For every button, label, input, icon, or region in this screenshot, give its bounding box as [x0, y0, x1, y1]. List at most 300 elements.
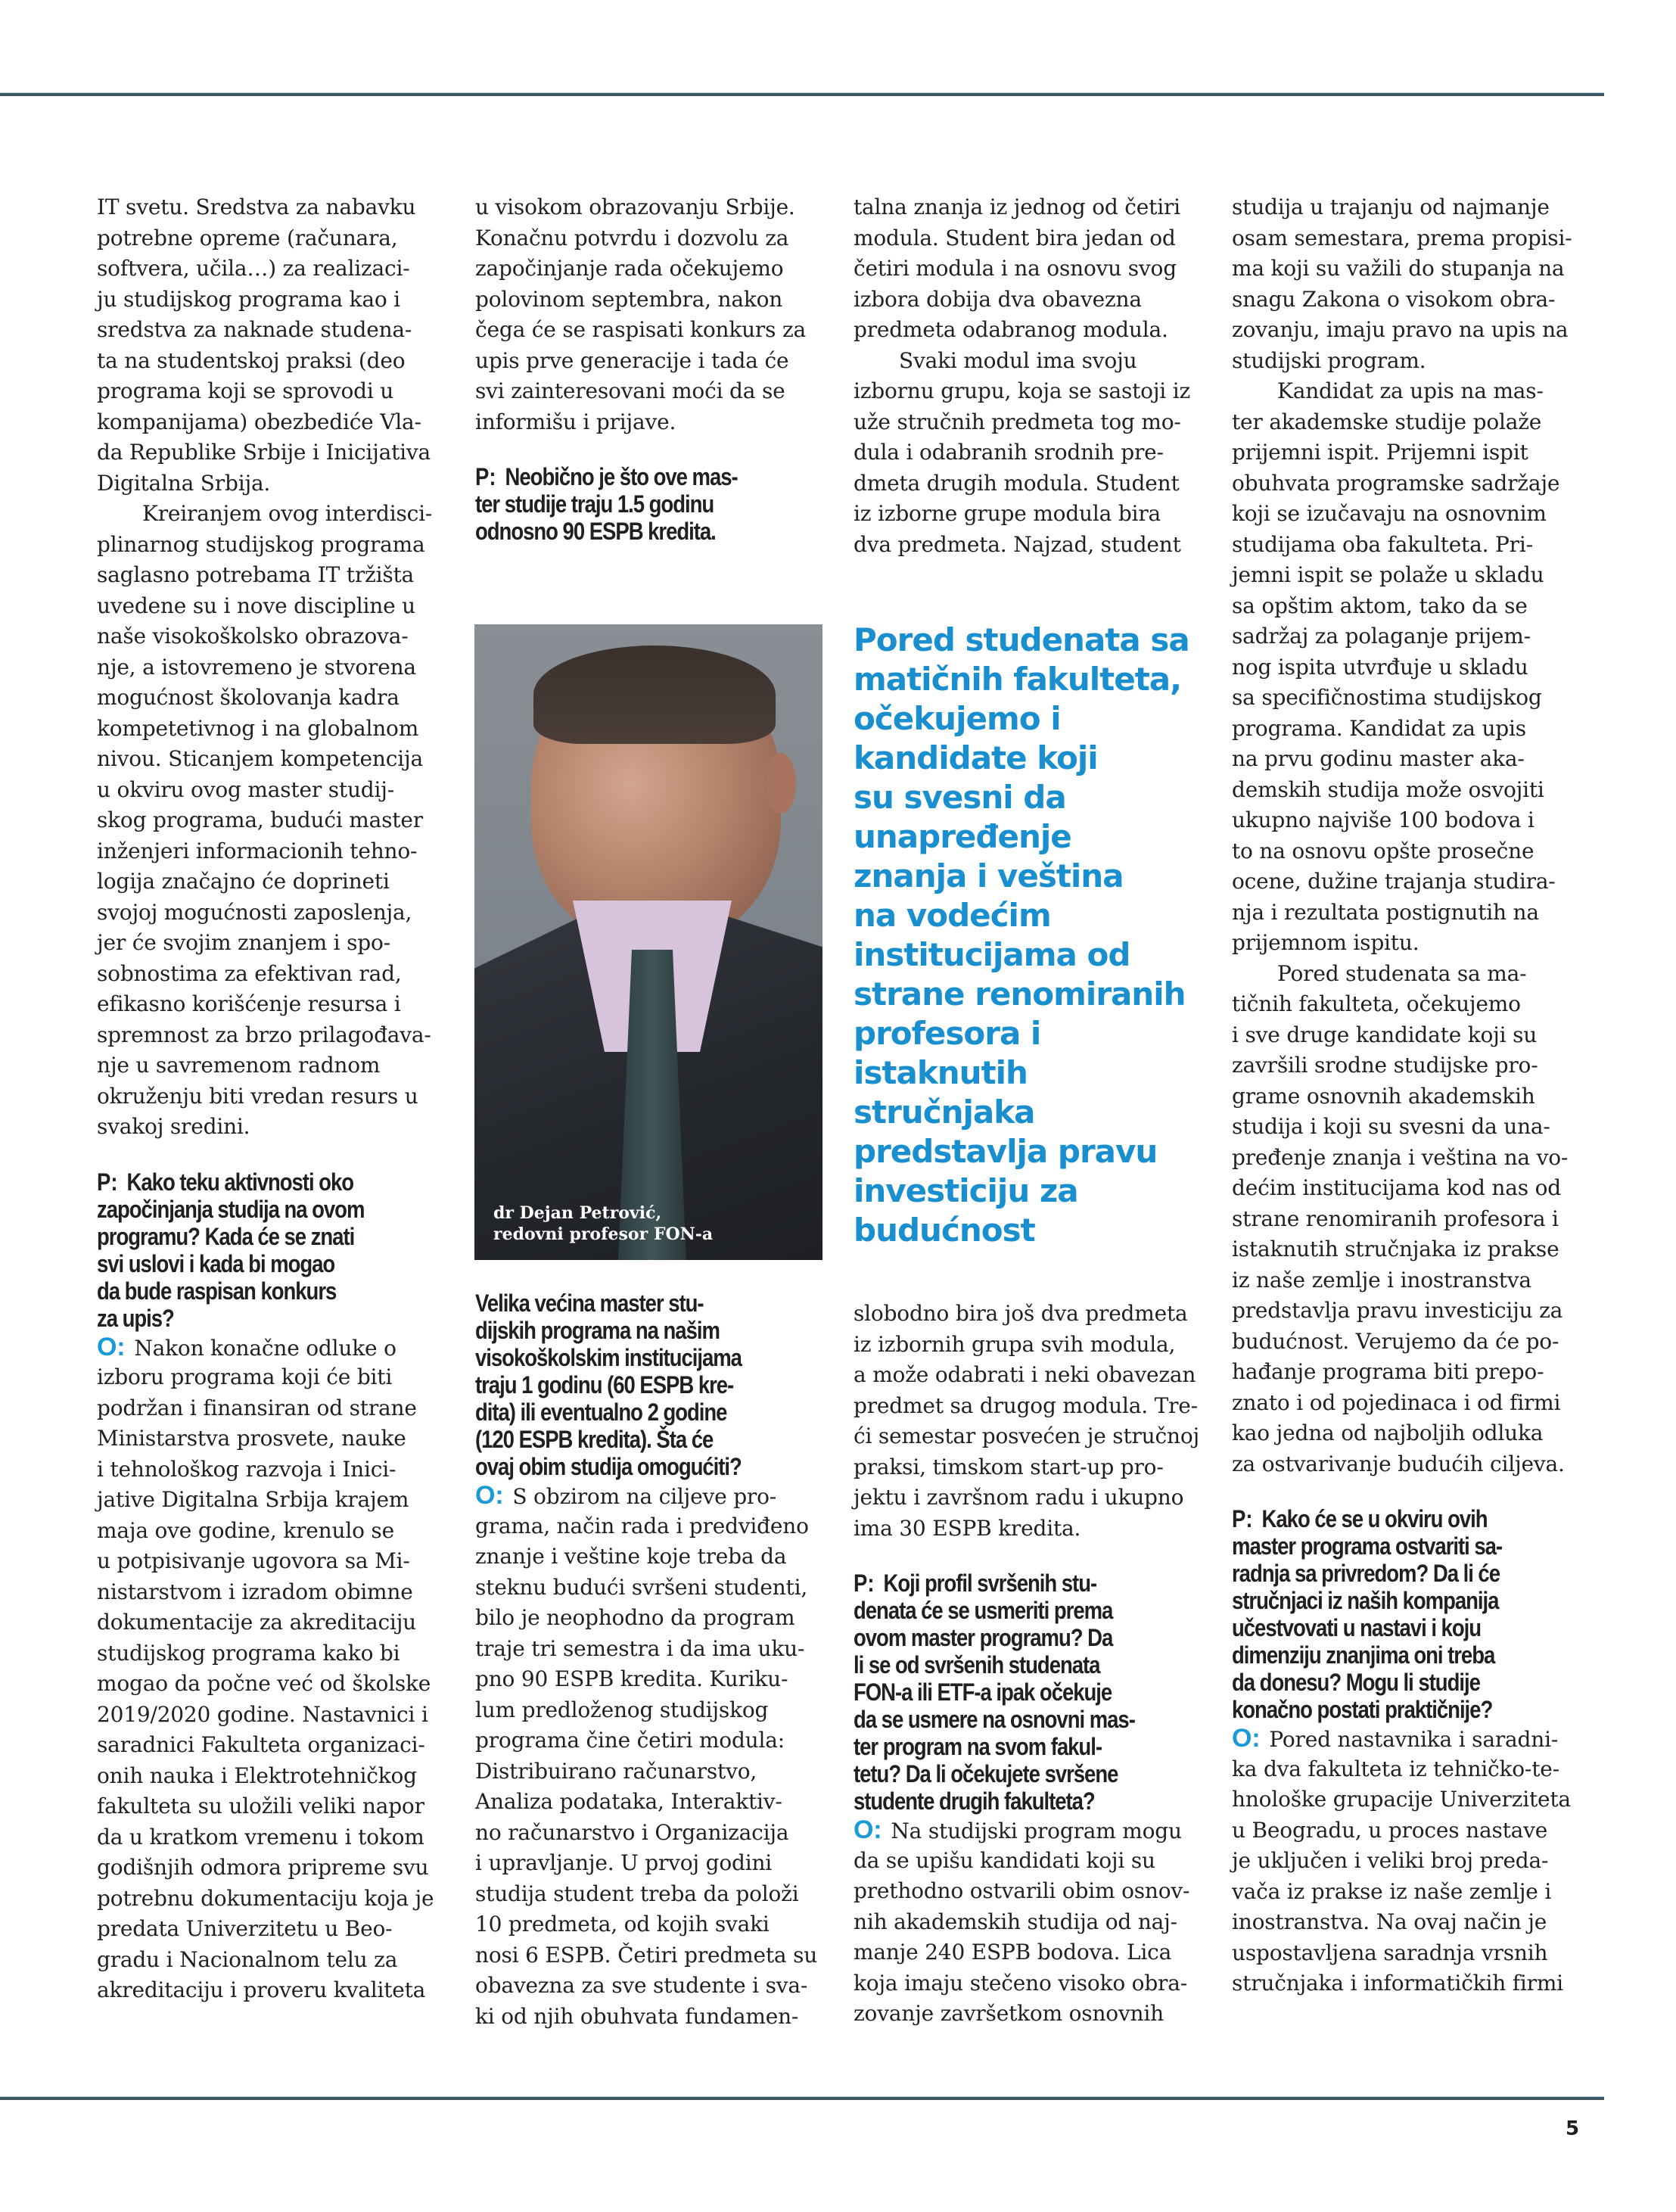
text-line — [1232, 836, 1587, 867]
question-block — [475, 1290, 831, 1480]
text-line — [1232, 1614, 1538, 1641]
line-text: pređenje znanja i veština na vo- — [1232, 1144, 1569, 1170]
line-text: Pored nastavnika i saradni- — [1269, 1727, 1559, 1752]
text-line — [475, 1848, 831, 1879]
line-text: programa koji se sprovodi u — [97, 378, 394, 403]
line-text: ovom master programu? Da — [854, 1624, 1113, 1651]
text-line — [1232, 683, 1587, 714]
text-line — [475, 1511, 831, 1542]
text-line — [854, 1171, 1209, 1211]
text-line — [1232, 805, 1587, 836]
text-line — [475, 1879, 831, 1910]
line-text: studijski program. — [1232, 347, 1426, 373]
line-text: uvedene su i nove discipline u — [97, 593, 416, 618]
line-text: sadržaj za polaganje prijem- — [1232, 624, 1531, 649]
line-text: Velika većina master stu- — [475, 1290, 704, 1317]
line-text: traju 1 godinu (60 ESPB kre- — [475, 1371, 734, 1398]
text-line — [1232, 468, 1587, 499]
line-text: skog programa, budući master — [97, 807, 423, 832]
line-text: FON-a ili ETF-a ipak očekuje — [854, 1678, 1112, 1706]
text-line — [97, 254, 452, 285]
line-text: no računarstvo i Organizacija — [475, 1819, 789, 1845]
line-text: nih akademskih studija od naj- — [854, 1909, 1177, 1934]
line-text: ter studije traju 1.5 godinu — [475, 490, 714, 518]
text-line — [475, 1398, 781, 1426]
line-text: okruženju biti vredan resurs u — [97, 1083, 418, 1109]
text-line — [475, 1909, 831, 1940]
line-text: gradu i Nacionalnom telu za — [97, 1946, 398, 1972]
text-line — [97, 1250, 403, 1277]
question-label: P: — [854, 1570, 875, 1597]
line-text: dva predmeta. Najzad, student — [854, 531, 1181, 557]
line-text: predata Univerzitetu u Beo- — [97, 1916, 393, 1941]
text-line — [97, 836, 452, 867]
text-line — [1232, 744, 1587, 775]
text-line — [475, 1603, 831, 1634]
text-line — [97, 1393, 452, 1424]
text-line — [97, 1081, 452, 1112]
text-line — [1232, 530, 1587, 561]
text-line — [1232, 1560, 1538, 1587]
line-text: Koji profil svršenih stu- — [883, 1570, 1097, 1597]
text-line — [97, 1669, 452, 1700]
line-text: dećim institucijama kod nas od — [1232, 1175, 1562, 1200]
text-line — [854, 1907, 1209, 1938]
line-text: 2019/2020 godine. Nastavnici i — [97, 1701, 428, 1727]
text-line — [1232, 1754, 1587, 1785]
text-line — [475, 1787, 831, 1818]
line-text: da u kratkom vremenu i tokom — [97, 1824, 424, 1850]
line-text: softvera, učila…) za realizaci- — [97, 256, 410, 281]
line-text: nje u savremenom radnom — [97, 1053, 381, 1078]
line-text: visokoškolskim institucijama — [475, 1344, 742, 1371]
text-line — [97, 1112, 452, 1143]
text-line — [97, 315, 452, 346]
line-text: i upravljanje. U prvoj godini — [475, 1850, 773, 1875]
text-line — [97, 530, 452, 561]
line-text: svakoj sredini. — [97, 1114, 250, 1139]
text-line — [854, 376, 1209, 407]
text-line — [97, 1223, 403, 1250]
text-line — [97, 1730, 452, 1761]
text-line — [854, 699, 1209, 739]
text-line — [1232, 192, 1587, 223]
answer-block — [97, 1332, 452, 2006]
line-text: master programa ostvariti sa- — [1232, 1532, 1503, 1560]
line-text: podržan i finansiran od strane — [97, 1395, 417, 1420]
text-line — [475, 1290, 781, 1317]
text-line — [1232, 652, 1587, 683]
text-line — [854, 1093, 1209, 1132]
text-line — [1232, 775, 1587, 806]
text-line — [854, 1624, 1159, 1651]
text-line — [1232, 1968, 1587, 1999]
text-line — [854, 1846, 1209, 1877]
text-line — [1232, 1418, 1587, 1449]
text-line — [854, 437, 1209, 468]
line-text: odnosno 90 ESPB kredita. — [475, 518, 716, 545]
line-text: modula. Student bira jedan od — [854, 225, 1176, 250]
text-line — [475, 2002, 831, 2033]
line-text: nja i rezultata postignutih na — [1232, 899, 1539, 925]
line-text: i sve druge kandidate koji su — [1232, 1022, 1538, 1047]
text-line — [97, 560, 452, 591]
pull-quote — [854, 621, 1209, 1250]
line-text: tetu? Da li očekujete svršene — [854, 1760, 1118, 1787]
line-text: sa specifičnostima studijskog — [1232, 685, 1542, 710]
text-line — [854, 1299, 1209, 1330]
line-text: manje 240 ESPB bodova. Lica — [854, 1940, 1172, 1965]
line-text: nistarstvom i izradom obimne — [97, 1579, 413, 1604]
line-text: (120 ESPB kredita). Šta će — [475, 1426, 714, 1453]
line-text: za ostvarivanje budućih ciljeva. — [1232, 1451, 1565, 1476]
line-text: na prvu godinu master aka- — [1232, 746, 1525, 771]
line-text: profesora i — [854, 1015, 1041, 1052]
line-text: ukupno najviše 100 bodova i — [1232, 807, 1535, 832]
text-line — [97, 1423, 452, 1454]
line-text: slobodno bira još dva predmeta — [854, 1301, 1188, 1326]
line-text: steknu budući svršeni studenti, — [475, 1574, 808, 1600]
text-line — [1232, 1357, 1587, 1388]
text-line — [97, 1516, 452, 1547]
line-text: dijskih programa na našim — [475, 1317, 720, 1344]
text-line — [854, 1132, 1209, 1171]
text-line — [475, 490, 781, 518]
text-line — [1232, 1327, 1587, 1358]
text-line — [1232, 928, 1587, 959]
paragraph — [475, 192, 831, 437]
line-text: studente drugih fakulteta? — [854, 1787, 1095, 1815]
line-text: osam semestara, prema propisi- — [1232, 225, 1572, 250]
text-line — [97, 591, 452, 622]
line-text: jemni ispit se polaže u skladu — [1232, 562, 1544, 587]
line-text: Nakon konačne odluke o — [134, 1335, 396, 1361]
text-line — [1232, 898, 1587, 929]
text-line — [854, 896, 1209, 935]
line-text: programu? Kada će se znati — [97, 1222, 355, 1250]
question-block — [97, 1168, 452, 1332]
line-text: čega će se raspisati konkurs za — [475, 317, 807, 342]
text-line — [97, 621, 452, 652]
text-line — [97, 468, 452, 499]
text-line — [97, 683, 452, 714]
line-text: iz naše zemlje i inostranstva — [1232, 1267, 1531, 1293]
line-text: da se upišu kandidati koji su — [854, 1847, 1155, 1873]
line-text: prijemnom ispitu. — [1232, 930, 1419, 955]
text-line — [97, 714, 452, 745]
text-line — [854, 1937, 1209, 1968]
text-line — [854, 1999, 1209, 2030]
line-text: predstavlja pravu — [854, 1133, 1158, 1170]
line-text: prethodno ostvarili obim osnov- — [854, 1878, 1190, 1903]
text-line — [475, 376, 831, 407]
line-text: jektu i završnom radu i ukupno — [854, 1485, 1184, 1510]
column-2-lower — [475, 1264, 831, 2032]
text-line — [1232, 1587, 1538, 1614]
text-line — [97, 744, 452, 775]
line-text: lum predloženog studijskog — [475, 1697, 769, 1722]
text-line — [475, 1573, 831, 1604]
text-line — [854, 778, 1209, 817]
line-text: završili srodne studijske pro- — [1232, 1053, 1538, 1078]
line-text: jative Digitalna Srbija krajem — [97, 1487, 409, 1512]
text-line — [97, 989, 452, 1020]
line-text: bilo je neophodno da program — [475, 1605, 795, 1630]
line-text: da Republike Srbije i Inicijativa — [97, 440, 431, 465]
line-text: započinjanje rada očekujemo — [475, 256, 784, 281]
line-text: i tehnološkog razvoja i Inici- — [97, 1456, 396, 1482]
line-text: nivou. Sticanjem kompetencija — [97, 746, 423, 771]
text-line — [97, 1853, 452, 1884]
text-line — [1232, 1815, 1587, 1846]
text-line — [854, 1421, 1209, 1452]
text-line — [475, 1453, 781, 1480]
line-text: Konačnu potvrdu i dozvolu za — [475, 225, 789, 250]
answer-block — [854, 1815, 1209, 2030]
line-text: istaknutih stručnjaka iz prakse — [1232, 1237, 1559, 1262]
photo-caption — [493, 1202, 713, 1245]
line-text: ki od njih obuhvata fundamen- — [475, 2003, 799, 2029]
line-text: u Beogradu, u proces nastave — [1232, 1817, 1548, 1843]
text-line — [97, 1577, 452, 1608]
text-line — [97, 1277, 403, 1305]
line-text: onih nauka i Elektrotehničkog — [97, 1762, 417, 1788]
line-text: denata će se usmeriti prema — [854, 1597, 1113, 1624]
text-line — [854, 192, 1209, 223]
text-line — [475, 1542, 831, 1573]
line-text: plinarnog studijskog programa — [97, 531, 425, 557]
caption-name: dr Dejan Petrović, — [493, 1203, 662, 1223]
text-line — [1232, 1081, 1587, 1112]
page-number: 5 — [1566, 2117, 1580, 2140]
text-line — [97, 499, 452, 530]
line-text: studijskog programa kako bi — [97, 1640, 400, 1666]
line-text: investiciju za — [854, 1172, 1078, 1209]
text-line — [475, 346, 831, 377]
text-line — [475, 254, 831, 285]
line-text: kompanijama) obezbediće Vla- — [97, 409, 421, 434]
text-line — [97, 928, 452, 959]
line-text: je uključen i veliki broj preda- — [1232, 1848, 1549, 1873]
text-line — [1232, 714, 1587, 745]
line-text: potrebnu dokumentaciju koja je — [97, 1885, 434, 1911]
text-line — [475, 315, 831, 346]
line-text: uže stručnih predmeta tog mo- — [854, 409, 1181, 434]
paragraph — [1232, 959, 1587, 1480]
answer-label: O: — [854, 1815, 882, 1844]
line-text: spremnost za brzo prilagođava- — [97, 1022, 431, 1047]
text-line — [854, 1452, 1209, 1483]
line-text: četiri modula i na osnovu svog — [854, 256, 1177, 281]
line-text: kao jedna od najboljih odluka — [1232, 1420, 1544, 1445]
text-line — [97, 652, 452, 683]
text-line — [854, 1570, 1159, 1597]
line-text: ovaj obim studija omogućiti? — [475, 1453, 742, 1480]
text-line — [97, 437, 452, 468]
line-text: talna znanja iz jednog od četiri — [854, 194, 1180, 219]
line-text: obavezna za sve studente i sva- — [475, 1973, 808, 1998]
column-4 — [1232, 192, 1587, 1999]
text-line — [97, 1020, 452, 1051]
paragraph — [97, 499, 452, 1143]
text-line — [854, 1053, 1209, 1093]
line-text: jer će svojim znanjem i spo- — [97, 930, 390, 955]
text-line — [97, 1196, 403, 1223]
text-line — [854, 254, 1209, 285]
text-line — [1232, 1449, 1587, 1480]
text-line — [1232, 1696, 1538, 1723]
text-line — [854, 935, 1209, 975]
text-line — [475, 1664, 831, 1695]
column-1 — [97, 192, 452, 2006]
line-text: snagu Zakona o visokom obra- — [1232, 286, 1556, 312]
text-line — [1232, 1143, 1587, 1174]
line-text: uspostavljena saradnja vrsnih — [1232, 1940, 1548, 1965]
line-text: hnološke grupacije Univerziteta — [1232, 1787, 1571, 1812]
text-line — [475, 1371, 781, 1398]
text-line — [854, 285, 1209, 316]
text-line — [1232, 1723, 1587, 1754]
text-line — [1232, 346, 1587, 377]
text-line — [475, 1426, 781, 1453]
text-line — [1232, 1234, 1587, 1265]
text-line — [1232, 959, 1587, 990]
line-text: ter program na svom fakul- — [854, 1733, 1102, 1760]
answer-label: O: — [1232, 1724, 1261, 1753]
line-text: unapređenje — [854, 818, 1071, 855]
line-text: da donesu? Mogu li studije — [1232, 1669, 1480, 1696]
line-text: Kreiranjem ovog interdisci- — [142, 501, 433, 526]
portrait-photo — [474, 624, 822, 1260]
text-line — [1232, 621, 1587, 652]
line-text: strane renomiranih — [854, 975, 1186, 1013]
text-line — [475, 1971, 831, 2002]
column-3 — [854, 192, 1209, 560]
line-text: inostranstva. Na ovaj način je — [1232, 1909, 1547, 1934]
text-line — [97, 1884, 452, 1915]
line-text: fakulteta su uložili veliki napor — [97, 1794, 424, 1818]
line-text: efikasno korišćenje resursa i — [97, 991, 401, 1016]
line-text: sobnostima za efektivan rad, — [97, 960, 402, 986]
line-text: pno 90 ESPB kredita. Kuriku- — [475, 1666, 788, 1691]
text-line — [854, 1968, 1209, 1999]
text-line — [1232, 1784, 1587, 1815]
line-text: S obzirom na ciljeve pro- — [512, 1484, 777, 1509]
answer-label: O: — [97, 1332, 126, 1361]
text-line — [854, 857, 1209, 896]
text-line — [97, 346, 452, 377]
text-line — [854, 817, 1209, 857]
paragraph — [854, 192, 1209, 346]
line-text: u okviru ovog master studij- — [97, 776, 395, 802]
text-line — [854, 621, 1209, 660]
text-line — [854, 315, 1209, 346]
line-text: iz izborne grupe modula bira — [854, 501, 1161, 526]
question-label: P: — [97, 1168, 118, 1196]
answer-block — [475, 1480, 831, 2032]
line-text: institucijama od — [854, 936, 1130, 973]
caption-title: redovni profesor FON-a — [493, 1224, 714, 1244]
text-line — [1232, 1907, 1587, 1938]
text-line — [475, 1317, 781, 1344]
line-text: ima 30 ESPB kredita. — [854, 1515, 1081, 1541]
line-text: ter akademske studije polaže — [1232, 409, 1542, 434]
text-line — [854, 223, 1209, 254]
text-line — [854, 1651, 1159, 1678]
line-text: dula i odabranih srodnih pre- — [854, 440, 1164, 465]
text-line — [97, 1700, 452, 1731]
text-line — [475, 1756, 831, 1787]
line-text: a može odabrati i neki obavezan — [854, 1362, 1196, 1387]
text-line — [1232, 1296, 1587, 1327]
line-text: zovanje završetkom osnovnih — [854, 2001, 1164, 2026]
line-text: koji se izučavaju na osnovnim — [1232, 501, 1547, 526]
line-text: programa čine četiri modula: — [475, 1728, 785, 1753]
text-line — [97, 1638, 452, 1669]
line-text: budućnost. Verujemo da će po- — [1232, 1328, 1559, 1354]
line-text: Digitalna Srbija. — [97, 470, 271, 496]
text-line — [854, 530, 1209, 561]
line-text: za upis? — [97, 1304, 174, 1332]
text-line — [1232, 315, 1587, 346]
line-text: budućnost — [854, 1212, 1035, 1249]
text-line — [475, 1818, 831, 1849]
text-line — [854, 1514, 1209, 1545]
text-line — [97, 1485, 452, 1516]
paragraph — [854, 346, 1209, 561]
line-text: sredstva za naknade studena- — [97, 317, 412, 342]
text-line — [854, 1360, 1209, 1391]
line-text: praksi, timskom start-up pro- — [854, 1454, 1164, 1479]
line-text: upis prve generacije i tada će — [475, 347, 789, 373]
line-text: mogućnost školovanja kadra — [97, 685, 400, 710]
text-line — [854, 1678, 1159, 1706]
line-text: strane renomiranih profesora i — [1232, 1206, 1559, 1231]
line-text: svojoj mogućnosti zaposlenja, — [97, 899, 412, 925]
text-line — [97, 1454, 452, 1486]
line-text: Distribuirano računarstvo, — [475, 1758, 757, 1784]
line-text: izboru programa koji će biti — [97, 1364, 393, 1389]
text-line — [854, 1391, 1209, 1422]
line-text: Kako će se u okviru ovih — [1261, 1505, 1488, 1532]
top-rule — [0, 92, 1604, 96]
line-text: izbora dobija dva obavezna — [854, 286, 1142, 312]
portrait-hair — [533, 646, 776, 744]
line-text: ma koji su važili do stupanja na — [1232, 256, 1565, 281]
text-line — [97, 898, 452, 929]
text-line — [97, 1914, 452, 1945]
text-line — [1232, 1050, 1587, 1081]
text-line — [97, 959, 452, 990]
bottom-rule — [0, 2096, 1604, 2100]
line-text: studijama oba fakulteta. Pri- — [1232, 531, 1533, 557]
line-text: traje tri semestra i da ima uku- — [475, 1635, 805, 1661]
text-line — [475, 1725, 831, 1756]
text-line — [854, 468, 1209, 499]
text-line — [854, 1733, 1159, 1760]
text-line — [97, 223, 452, 254]
line-text: su svesni da — [854, 779, 1066, 816]
answer-block — [1232, 1723, 1587, 1999]
line-text: li se od svršenih studenata — [854, 1651, 1100, 1678]
line-text: ka dva fakulteta iz tehničko-te- — [1232, 1756, 1559, 1781]
line-text: dita) ili eventualno 2 godine — [475, 1398, 727, 1426]
text-line — [1232, 499, 1587, 530]
line-text: matičnih fakulteta, — [854, 661, 1182, 698]
text-line — [1232, 1173, 1587, 1204]
answer-label: O: — [475, 1481, 504, 1510]
text-line — [854, 407, 1209, 438]
